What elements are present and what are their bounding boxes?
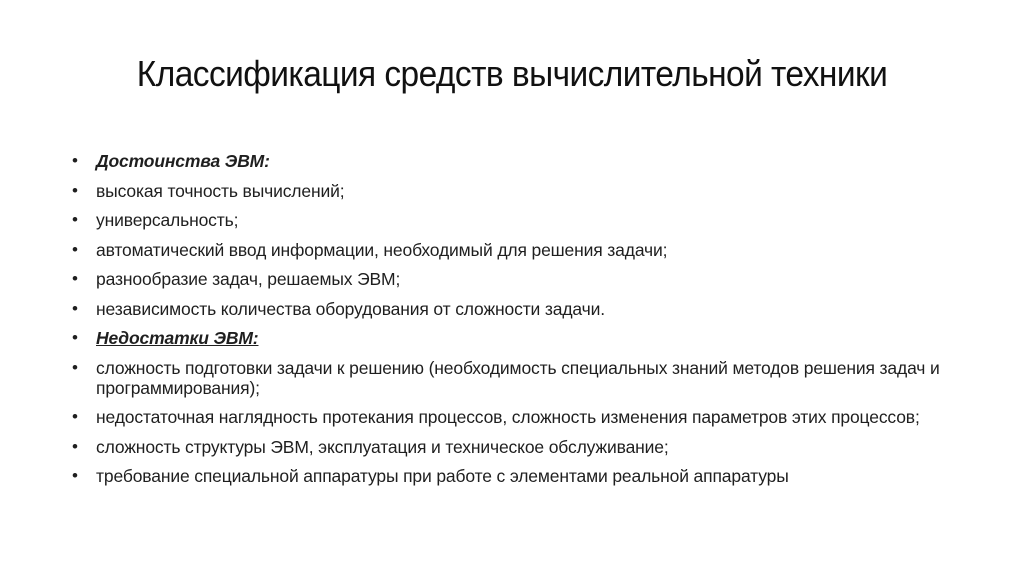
bullet-icon: • — [72, 210, 78, 229]
list-item — [72, 210, 952, 230]
list-item — [72, 358, 952, 398]
bullet-icon: • — [72, 269, 78, 288]
bullet-icon: • — [72, 466, 78, 485]
bullet-list — [72, 151, 952, 496]
bullet-icon: • — [72, 357, 78, 377]
list-item — [72, 269, 952, 289]
list-item-text: сложность структуры ЭВМ, эксплуатация и техническое обслуживание; — [96, 436, 669, 457]
advantages-heading: Достоинства ЭВМ: — [96, 151, 270, 171]
list-item-text: высокая точность вычислений; — [96, 180, 345, 201]
bullet-icon: • — [72, 151, 78, 170]
list-item-text: разнообразие задач, решаемых ЭВМ; — [96, 269, 401, 289]
slide-title: Классификация средств вычислительной техники — [136, 53, 888, 94]
list-item-text: требование специальной аппаратуры при работе с элементами реальной аппаратуры — [96, 466, 789, 486]
list-item — [72, 407, 952, 427]
list-item — [72, 466, 952, 486]
disadvantages-heading: Недостатки ЭВМ: — [96, 328, 259, 348]
list-item-text: универсальность; — [96, 210, 239, 230]
list-item — [72, 181, 952, 201]
bullet-icon: • — [72, 328, 78, 347]
bullet-icon: • — [72, 239, 78, 259]
list-item-text: независимость количества оборудования от сложности задачи. — [96, 298, 605, 319]
bullet-icon: • — [72, 180, 78, 200]
bullet-icon: • — [72, 407, 78, 426]
list-item-text: автоматический ввод информации, необходимый для решения задачи; — [96, 239, 668, 260]
bullet-icon: • — [72, 436, 78, 456]
list-item — [72, 240, 952, 260]
list-item-text: сложность подготовки задачи к решению (необходимость специальных знаний методов решения задач и программирования); — [96, 357, 940, 398]
list-item — [72, 437, 952, 457]
bullet-icon: • — [72, 298, 78, 318]
list-item-advantages-heading — [72, 151, 952, 171]
list-item-disadvantages-heading — [72, 328, 952, 348]
list-item — [72, 299, 952, 319]
list-item-text: недостаточная наглядность протекания процессов, сложность изменения параметров этих процессов; — [96, 407, 920, 427]
